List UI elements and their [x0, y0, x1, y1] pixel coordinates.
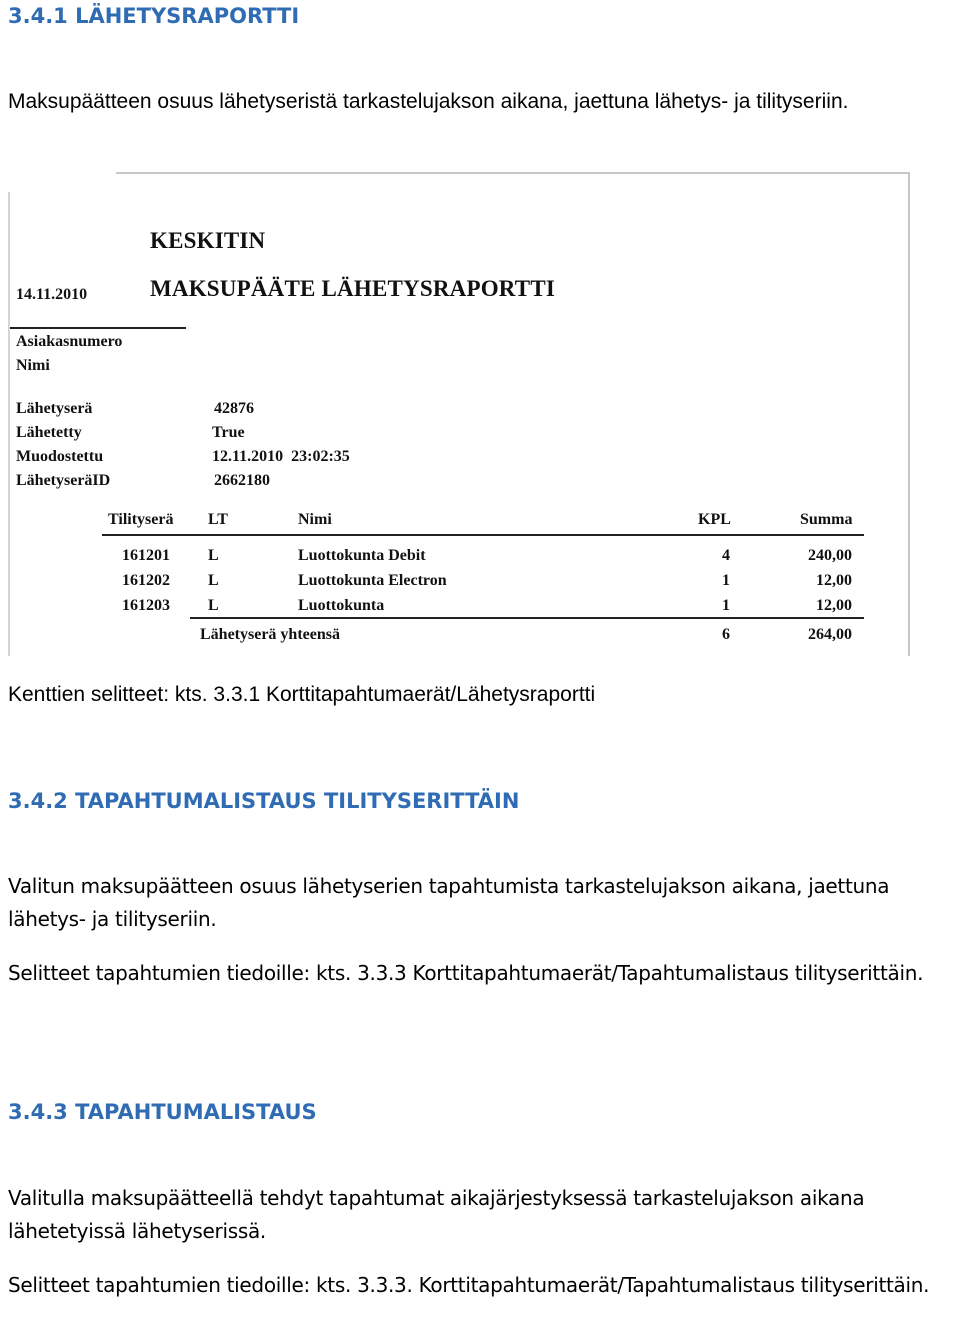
label-nimi: Nimi [16, 357, 50, 374]
figure-border-left [8, 192, 10, 656]
total-rule [190, 617, 864, 619]
report-title-keskitin: KESKITIN [150, 228, 266, 253]
label-lahetysera: Lähetyserä [16, 400, 93, 417]
value-lahetysera: 42876 [214, 400, 254, 417]
figure-border-top [116, 172, 910, 174]
total-kpl: 6 [722, 626, 730, 643]
date-rule [10, 327, 186, 329]
row-3-summa: 12,00 [816, 597, 852, 614]
section-paragraph-3-4-2-1: Valitun maksupäätteen osuus lähetyserien tapahtumista tarkastelujakson aikana, jaettuna lähetys- ja tilityseriin. [8, 874, 890, 931]
row-1-nimi: Luottokunta Debit [298, 547, 426, 564]
section-heading-3-4-1: 3.4.1 LÄHETYSRAPORTTI [8, 4, 300, 28]
field-explanations-reference: Kenttien selitteet: kts. 3.3.1 Korttitapahtumaerät/Lähetysraportti [8, 683, 596, 706]
row-3-kpl: 1 [722, 597, 730, 614]
row-2-lt: L [208, 572, 219, 589]
row-1-lt: L [208, 547, 219, 564]
label-muodostettu: Muodostettu [16, 448, 104, 465]
row-2-nimi: Luottokunta Electron [298, 572, 447, 589]
row-1-tilitysera: 161201 [122, 547, 170, 564]
section-paragraph-3-4-3-2: Selitteet tapahtumien tiedoille: kts. 3.3.3. Korttitapahtumaerät/Tapahtumalistaus tilityserittäin. [8, 1273, 930, 1297]
row-3-nimi: Luottokunta [298, 597, 385, 614]
total-summa: 264,00 [808, 626, 852, 643]
section-heading-3-4-2: 3.4.2 TAPAHTUMALISTAUS TILITYSERITTÄIN [8, 789, 520, 813]
section-paragraph-3-4-3-1: Valitulla maksupäätteellä tehdyt tapahtumat aikajärjestyksessä tarkastelujakson aikana lähetetyissä lähetyserissä. [8, 1186, 865, 1243]
column-header-summa: Summa [800, 511, 853, 528]
section-heading-3-4-3: 3.4.3 TAPAHTUMALISTAUS [8, 1100, 317, 1124]
row-2-summa: 12,00 [816, 572, 852, 589]
column-header-lt: LT [208, 511, 228, 528]
column-header-nimi: Nimi [298, 511, 332, 528]
row-3-tilitysera: 161203 [122, 597, 170, 614]
row-1-summa: 240,00 [808, 547, 852, 564]
total-label: Lähetyserä yhteensä [200, 626, 340, 643]
row-2-kpl: 1 [722, 572, 730, 589]
row-1-kpl: 4 [722, 547, 730, 564]
column-header-tilitysera: Tilityserä [108, 511, 174, 528]
section-intro-3-4-1: Maksupäätteen osuus lähetyseristä tarkastelujakson aikana, jaettuna lähetys- ja tilityseriin. [8, 90, 849, 113]
row-2-tilitysera: 161202 [122, 572, 170, 589]
column-header-kpl: KPL [698, 511, 731, 528]
value-muodostettu: 12.11.2010 23:02:35 [212, 448, 350, 465]
figure-border-right [908, 172, 910, 656]
label-lahetetty: Lähetetty [16, 424, 82, 441]
section-paragraph-3-4-2-2: Selitteet tapahtumien tiedoille: kts. 3.3.3 Korttitapahtumaerät/Tapahtumalistaus tilityserittäin. [8, 961, 924, 985]
label-lahetyseraid: LähetyseräID [16, 472, 111, 489]
value-lahetetty: True [212, 424, 245, 441]
report-figure [8, 172, 910, 656]
value-lahetyseraid: 2662180 [214, 472, 270, 489]
header-rule [102, 534, 864, 536]
report-title-main: MAKSUPÄÄTE LÄHETYSRAPORTTI [150, 276, 556, 301]
report-date: 14.11.2010 [16, 286, 88, 303]
row-3-lt: L [208, 597, 219, 614]
label-asiakasnumero: Asiakasnumero [16, 333, 123, 350]
